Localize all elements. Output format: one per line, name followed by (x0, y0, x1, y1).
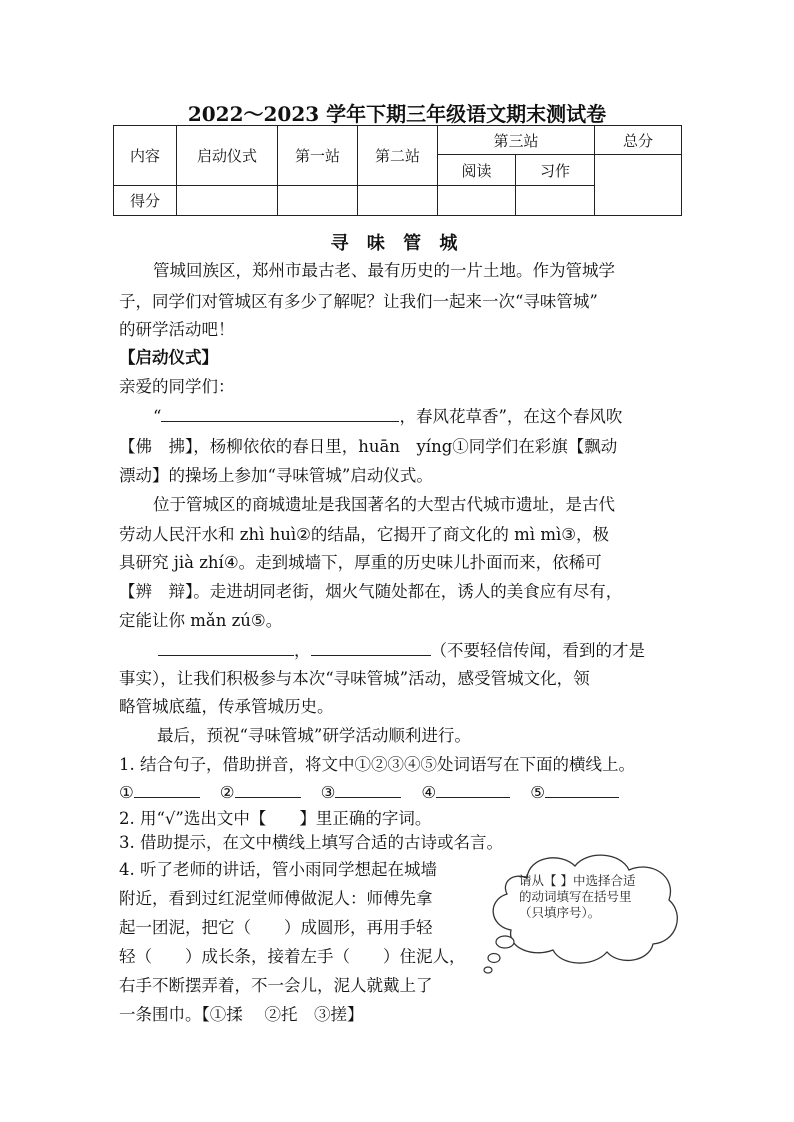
q1-answer-row (119, 779, 619, 802)
q4-line-3: 起一团泥，把它（ ）成圆形，再用手轻 (119, 918, 433, 937)
total-score-cell[interactable] (595, 155, 682, 216)
row-label-score: 得分 (114, 186, 177, 216)
question-3: 3. 借助提示，在文中横线上填写合适的古诗或名言。 (119, 833, 503, 852)
saying-blank-2[interactable] (311, 637, 431, 656)
q1-mark-5: ⑤ (530, 783, 545, 802)
q1-mark-1: ① (119, 783, 134, 802)
col-station-2: 第二站 (358, 126, 438, 186)
col-total: 总分 (595, 126, 682, 155)
p1-line-2: 【佛 拂】，杨柳依依的春日里，huān yíng①同学们在彩旗【飘动 (119, 437, 618, 456)
p2-line-3: 具研究 jià zhí④。走到城墙下，厚重的历史味儿扑面而来，依稀可 (119, 553, 602, 572)
score-cell-station-2[interactable] (358, 186, 438, 216)
p3-line-1-rest: （不要轻信传闻，看到的才是 (430, 641, 645, 660)
q1-answer-5[interactable] (545, 779, 619, 798)
q1-mark-3: ③ (320, 783, 336, 802)
score-table (113, 125, 682, 216)
p2-line-2: 劳动人民汗水和 zhì huì②的结晶，它揭开了商文化的 mì mì③，极 (119, 525, 610, 544)
p3-line-2: 事实），让我们积极参与本次“寻味管城”活动，感受管城文化，领 (119, 669, 590, 688)
greeting: 亲爱的同学们： (119, 377, 235, 396)
score-cell-reading[interactable] (438, 186, 516, 216)
q4-line-6: 一条围巾。【①揉 ②托 ③搓】 (119, 1005, 364, 1024)
p2-line-1: 位于管城区的商城遗址是我国著名的大型古代城市遗址，是古代 (153, 495, 615, 514)
col-writing: 习作 (516, 155, 595, 186)
score-cell-writing[interactable] (516, 186, 595, 216)
question-2: 2. 用“√”选出文中【 】里正确的字词。 (119, 809, 432, 828)
cloud-hint-text: 请从【 】中选择合适的动词填写在括号里（只填序号）。 (519, 873, 636, 920)
p2-line-5: 定能让你 mǎn zú⑤。 (119, 611, 283, 630)
q4-line-1: 4. 听了老师的讲话，管小雨同学想起在城墙 (119, 860, 437, 879)
col-station-3: 第三站 (438, 126, 595, 155)
row-label-content: 内容 (114, 126, 177, 186)
q4-line-4: 轻（ ）成长条，接着左手（ ）住泥人， (119, 947, 466, 966)
p3-comma: ， (294, 641, 311, 660)
p3-line-1 (158, 637, 645, 661)
question-1: 1. 结合句子，借助拼音，将文中①②③④⑤处词语写在下面的横线上。 (119, 755, 635, 774)
intro-line-2: 子，同学们对管城区有多少了解呢？让我们一起来一次“寻味管城” (119, 292, 598, 311)
intro-line-1: 管城回族区，郑州市最古老、最有历史的一片土地。作为管城学 (153, 261, 615, 280)
passage-heading: 寻 味 管 城 (330, 233, 464, 254)
p1-line-3: 漂动】的操场上参加“寻味管城”启动仪式。 (119, 466, 433, 485)
q1-answer-4[interactable] (436, 779, 510, 798)
score-cell-start[interactable] (177, 186, 278, 216)
q1-answer-1[interactable] (134, 779, 200, 798)
q1-answer-2[interactable] (235, 779, 301, 798)
p3-line-3: 略管城底蕴，传承管城历史。 (119, 697, 334, 716)
col-reading: 阅读 (438, 155, 516, 186)
p1-open-quote: “ (153, 407, 162, 426)
col-station-1: 第一站 (278, 126, 358, 186)
score-cell-station-1[interactable] (278, 186, 358, 216)
col-start-ceremony: 启动仪式 (177, 126, 278, 186)
q1-answer-3[interactable] (335, 779, 401, 798)
poem-blank-1[interactable] (161, 403, 399, 422)
q4-line-5: 右手不断摆弄着，不一会儿，泥人就戴上了 (119, 976, 433, 995)
p2-line-4: 【辨 辩】。走进胡同老街，烟火气随处都在，诱人的美食应有尽有， (119, 582, 623, 601)
p1-line-1-rest: ，春风花草香”，在这个春风吹 (399, 407, 623, 426)
exam-title: 2022～2023 学年下期三年级语文期末测试卷 (187, 102, 607, 126)
q1-mark-4: ④ (421, 783, 437, 802)
q4-line-2: 附近，看到过红泥堂师傅做泥人：师傅先拿 (119, 889, 433, 908)
intro-line-3: 的研学活动吧！ (119, 320, 235, 339)
saying-blank-1[interactable] (158, 637, 294, 656)
q1-mark-2: ② (219, 783, 235, 802)
p4: 最后，预祝“寻味管城”研学活动顺利进行。 (157, 726, 471, 745)
p1-line-1 (153, 403, 622, 427)
section-start-ceremony: 【启动仪式】 (119, 348, 218, 367)
